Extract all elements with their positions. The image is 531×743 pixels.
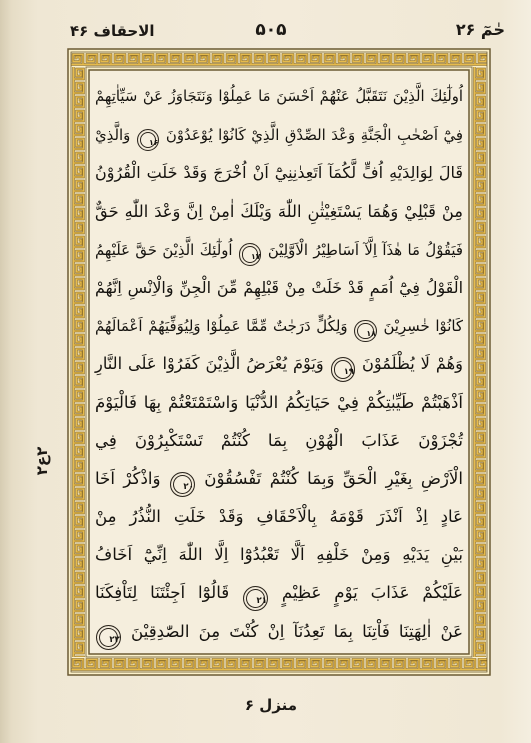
verse-text: كَانُوْا خٰسِرِيْنَ — [383, 317, 463, 336]
text-line — [95, 460, 463, 498]
text-line-content — [95, 278, 463, 297]
ayah-number: ۱۷ — [251, 252, 261, 262]
text-line — [95, 231, 463, 269]
verse-text: تُجْزَوْنَ عَذَابَ الْهُوْنِ بِمَا كُنْتُمْ تَسْتَكْبِرُوْنَ فِي — [95, 430, 463, 450]
juz-label: حٰمٓ ۲۶ — [455, 20, 505, 39]
text-line-content — [95, 431, 463, 450]
verse-text: قَالَ لِوَالِدَيْهِ اُفٍّ لَّكُمَآ اَتَعِدٰنِنِيْٓ اَنْ اُخْرَجَ وَقَدْ خَلَتِ الْقُرُوْنُ — [95, 163, 463, 183]
verse-text: وَيَوْمَ يُعْرَضُ الَّذِيْنَ كَفَرُوْا عَلَى النَّارِ — [95, 354, 324, 374]
text-line — [95, 154, 463, 192]
ayah-number: ۱۹ — [343, 366, 355, 377]
text-line-content — [95, 393, 463, 412]
verse-text: مِنْ قَبْلِيْ وَهُمَا يَسْتَغِيْثٰنِ اللّٰهَ وَيْلَكَ اٰمِنْ اِنَّ وَعْدَ اللّٰهِ حَقٌّ — [95, 201, 463, 221]
text-line-content — [95, 354, 463, 377]
text-line — [95, 269, 463, 307]
text-line-content — [95, 583, 463, 607]
ayah-number: ۱۸ — [366, 328, 376, 338]
surah-label: الاحقاف ۴۶ — [70, 22, 155, 40]
verse-text: وَلِكُلٍّ دَرَجٰتٌ مِّمَّا عَمِلُوْا وَلِيُوَفِّيَهُمْ اَعْمَالَهُمْ — [95, 317, 348, 336]
verse-text: عَنْ اٰلِهَتِنَا فَاْتِنَا بِمَا تَعِدُنَآ اِنْ كُنْتَ مِنَ الصّٰدِقِيْنَ — [131, 621, 463, 641]
ruku-marker: ۲ع۲ — [33, 446, 51, 476]
verse-text: قَالُوْٓا اَجِئْتَنَا لِتَاْفِكَنَا — [95, 583, 230, 603]
ayah-number: ۲۲ — [109, 634, 120, 645]
ayah-number: ۲۰ — [183, 481, 194, 492]
text-line-content — [95, 202, 463, 221]
verse-text-block — [95, 78, 463, 651]
verse-text: بَيْنِ يَدَيْهِ وَمِنْ خَلْفِهِ اَلَّا تَعْبُدُوْٓا اِلَّا اللّٰهَ اِنِّيْٓ اَخَافُ — [95, 545, 463, 565]
text-line-content — [95, 545, 463, 564]
verse-text: فِيْٓ اَصْحٰبِ الْجَنَّةِ وَعْدَ الصِّدْقِ الَّذِيْ كَانُوْا يُوْعَدُوْنَ — [165, 126, 464, 145]
ayah-end-marker — [354, 320, 377, 343]
text-line — [95, 422, 463, 460]
verse-text: الْاَرْضِ بِغَيْرِ الْحَقِّ وَبِمَا كُنْتُمْ تَفْسُقُوْنَ — [204, 468, 464, 488]
text-line-content — [95, 317, 463, 338]
manzil-label: منزل ۶ — [244, 696, 298, 714]
text-line-content — [95, 163, 463, 182]
text-line — [95, 193, 463, 231]
verse-text: عَادٍ اِذْ اَنْذَرَ قَوْمَهُ بِالْاَحْقَافِ وَقَدْ خَلَتِ النُّذُرُ مِنْ — [95, 507, 463, 527]
text-line — [95, 536, 463, 574]
text-line — [95, 116, 463, 154]
ayah-number: ۲۱ — [256, 596, 267, 607]
ayah-end-marker — [243, 586, 268, 611]
verse-text: عَلَيْكُمْ عَذَابَ يَوْمٍ عَظِيْمٍ — [281, 583, 463, 603]
verse-text: اُولٰٓئِكَ الَّذِيْنَ نَتَقَبَّلُ عَنْهُمْ اَحْسَنَ مَا عَمِلُوْا وَنَتَجَاوَزُ عَنْ سَيِّاٰتِهِمْ — [95, 88, 463, 105]
ayah-number: ۱۶ — [148, 137, 159, 147]
text-line — [95, 78, 463, 116]
verse-text: وَهُمْ لَا يُظْلَمُوْنَ — [361, 354, 463, 374]
text-line — [95, 613, 463, 651]
text-line — [95, 574, 463, 612]
text-line-content — [95, 88, 463, 105]
text-line — [95, 384, 463, 422]
ayah-end-marker — [96, 625, 121, 650]
verse-text: وَالَّذِيْ — [95, 126, 131, 145]
page-number: ۵۰۵ — [255, 20, 287, 40]
text-line-content — [95, 126, 464, 147]
text-line-content — [95, 240, 463, 262]
text-line-content — [95, 468, 464, 492]
text-line — [95, 307, 463, 345]
verse-text: الْقَوْلُ فِيْٓ اُمَمٍ قَدْ خَلَتْ مِنْ قَبْلِهِمْ مِّنَ الْجِنِّ وَالْاِنْسِ اِنَّهُمْ — [95, 277, 463, 297]
text-line — [95, 345, 463, 383]
text-line-content — [95, 507, 463, 526]
text-line-content — [95, 621, 463, 645]
verse-text: اَذْهَبْتُمْ طَيِّبٰتِكُمْ فِيْ حَيَاتِكُمُ الدُّنْيَا وَاسْتَمْتَعْتُمْ بِهَا فَالْيَوْمَ — [95, 392, 463, 412]
ayah-end-marker — [331, 357, 355, 381]
ayah-end-marker — [137, 129, 160, 152]
text-line — [95, 498, 463, 536]
ayah-end-marker — [239, 243, 262, 266]
verse-text: وَاذْكُرْ اَخَا — [95, 468, 161, 488]
verse-text: اُولٰٓئِكَ الَّذِيْنَ حَقَّ عَلَيْهِمُ — [95, 240, 233, 259]
ayah-end-marker — [170, 472, 195, 497]
verse-text: فَيَقُوْلُ مَا هٰذَآ اِلَّآ اَسَاطِيْرُ الْاَوَّلِيْنَ — [267, 240, 463, 259]
